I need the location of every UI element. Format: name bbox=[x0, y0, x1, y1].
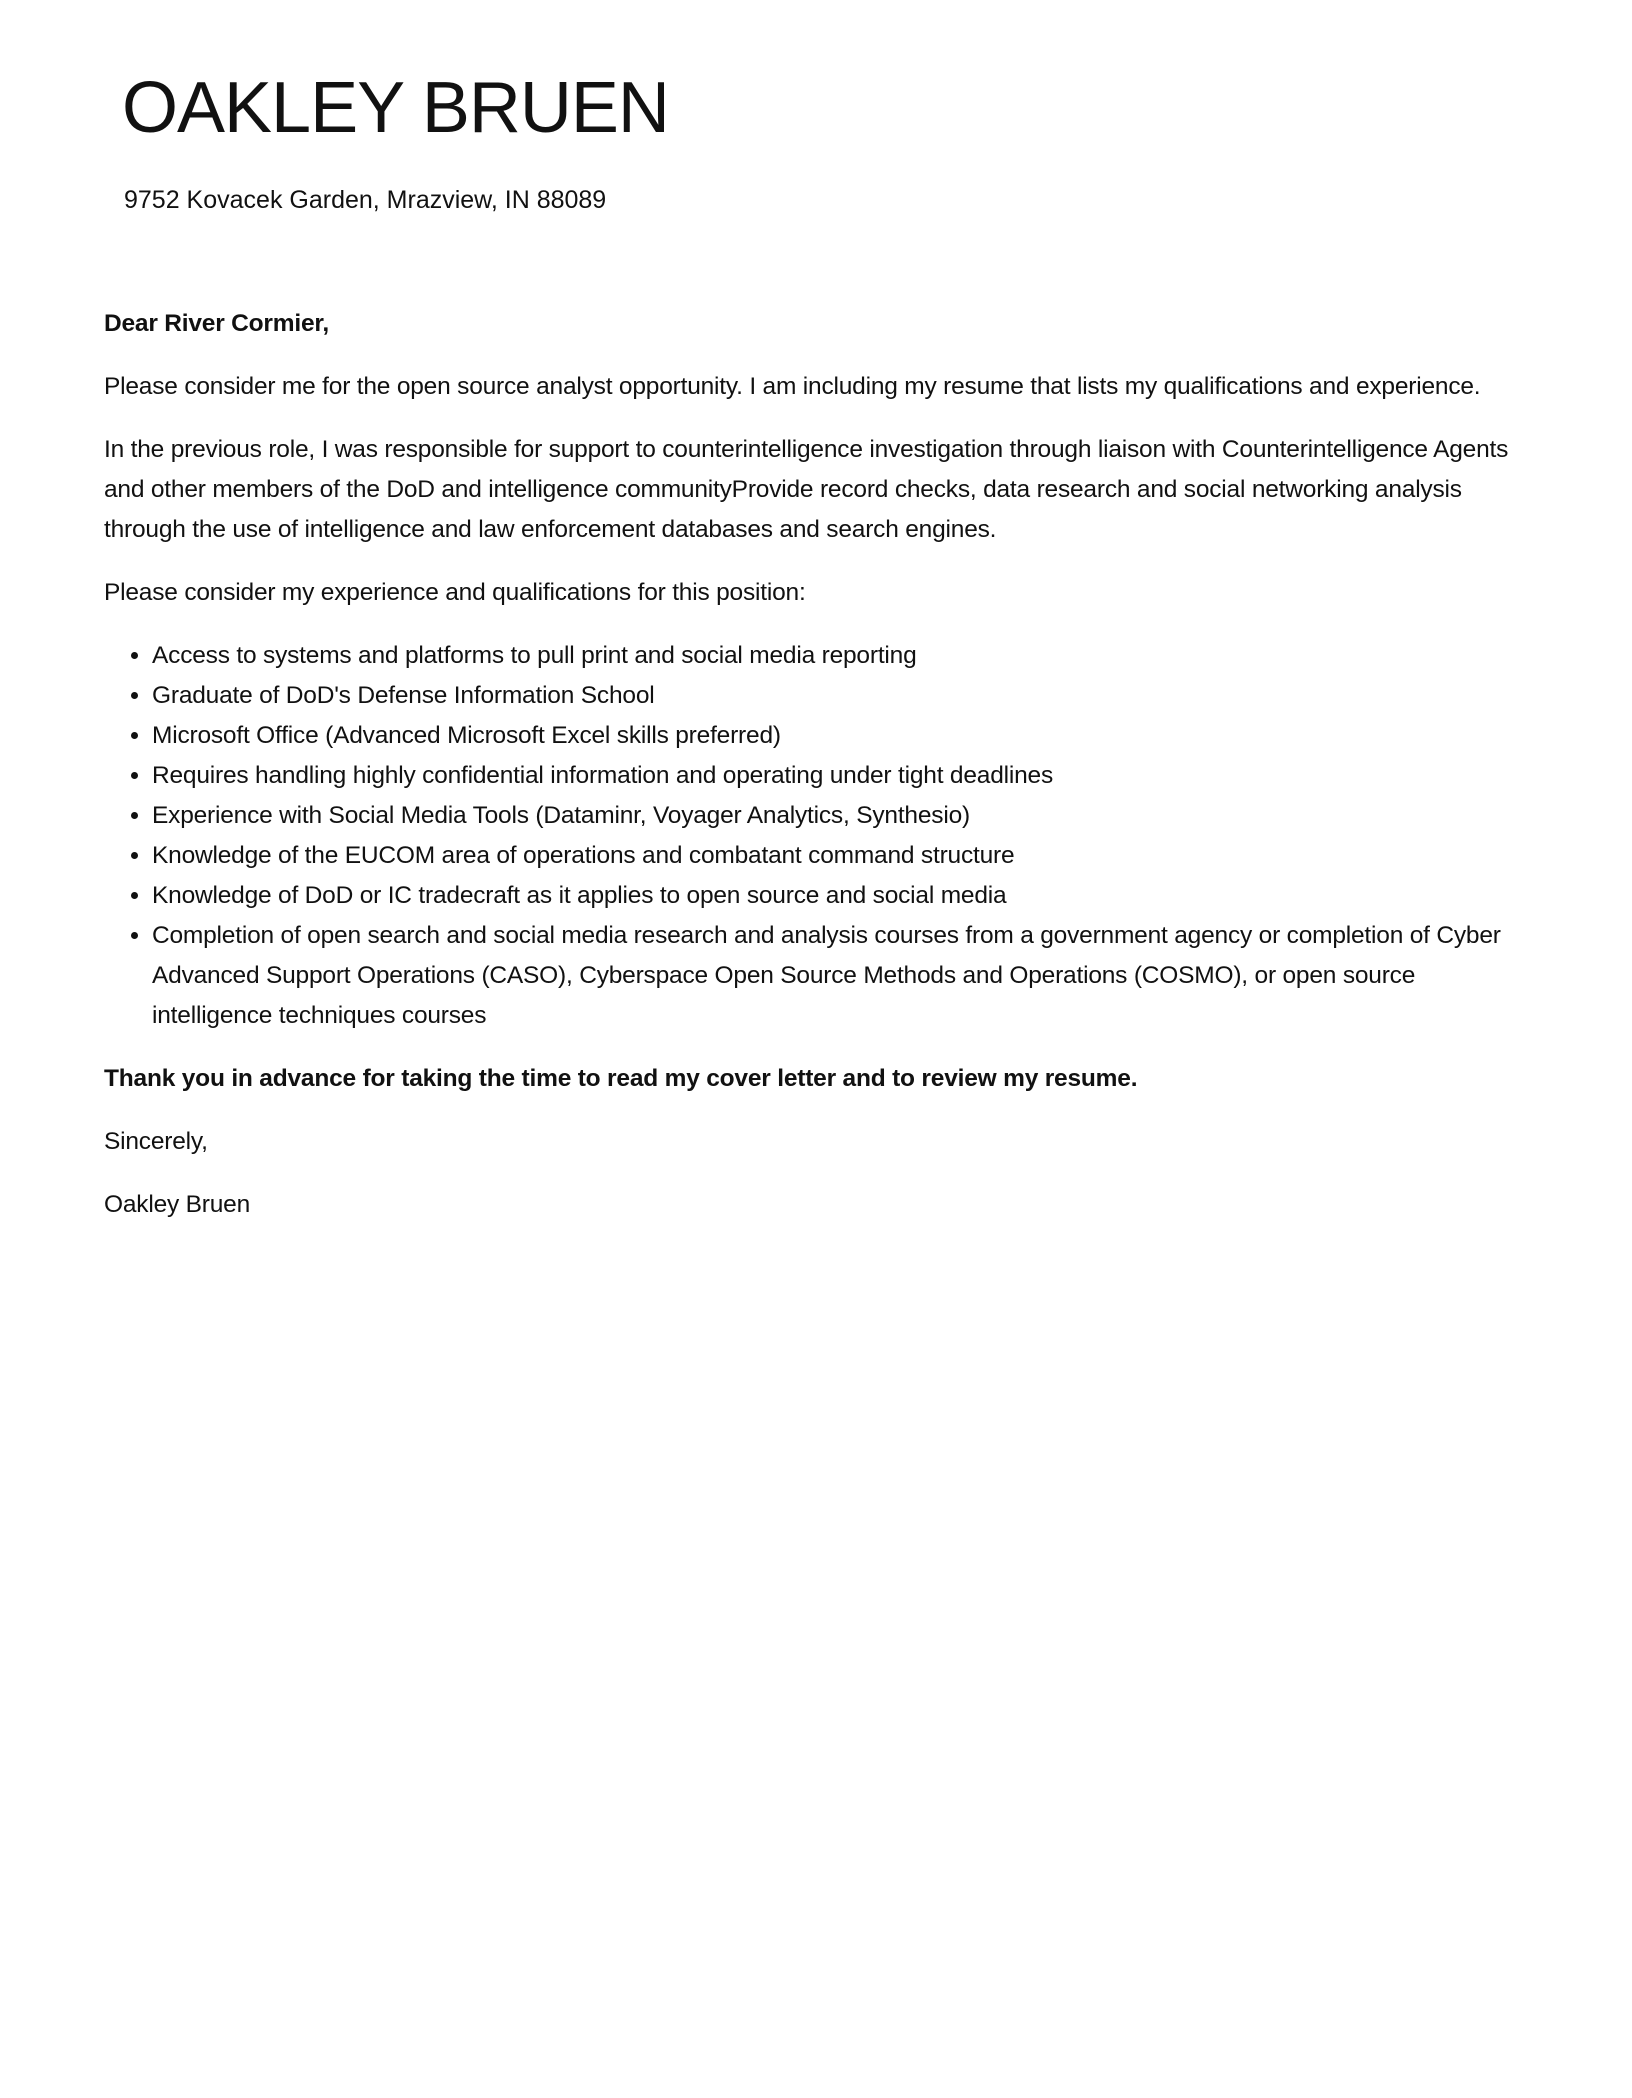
qualifications-list bbox=[104, 636, 1524, 1036]
applicant-address: 9752 Kovacek Garden, Mrazview, IN 88089 bbox=[124, 186, 607, 214]
valediction: Sincerely, bbox=[104, 1128, 208, 1155]
experience-paragraph: In the previous role, I was responsible for support to counterintelligence investigation through liaison with Counterintelligence Agents and other members of the DoD and intelligence communityProvide record checks, data research and social networking analysis through the use of intelligence and law enforcement databases and search engines. bbox=[104, 436, 1509, 543]
list-item: • Experience with Social Media Tools (Dataminr, Voyager Analytics, Synthesio) bbox=[152, 796, 1524, 836]
list-item: • Requires handling highly confidential information and operating under tight deadlines bbox=[152, 756, 1524, 796]
signature: Oakley Bruen bbox=[104, 1191, 251, 1218]
list-item: • Completion of open search and social media research and analysis courses from a government agency or completion of Cyber Advanced Support Operations (CASO), Cyberspace Open Source Methods and Operations (COSMO), or open source intelligence techniques courses bbox=[152, 916, 1524, 1036]
list-item: • Microsoft Office (Advanced Microsoft Excel skills preferred) bbox=[152, 716, 1524, 756]
closing-line: Thank you in advance for taking the time to read my cover letter and to review my resume. bbox=[104, 1065, 1138, 1092]
intro-paragraph: Please consider me for the open source analyst opportunity. I am including my resume that lists my qualifications and experience. bbox=[104, 373, 1481, 400]
list-item: • Graduate of DoD's Defense Information School bbox=[152, 676, 1524, 716]
letter-body bbox=[104, 304, 1524, 1248]
list-item: • Access to systems and platforms to pull print and social media reporting bbox=[152, 636, 1524, 676]
list-item: • Knowledge of DoD or IC tradecraft as it applies to open source and social media bbox=[152, 876, 1524, 916]
list-item: • Knowledge of the EUCOM area of operations and combatant command structure bbox=[152, 836, 1524, 876]
applicant-name: OAKLEY BRUEN bbox=[122, 68, 669, 148]
qualifications-intro: Please consider my experience and qualifications for this position: bbox=[104, 579, 806, 606]
salutation: Dear River Cormier, bbox=[104, 310, 329, 337]
